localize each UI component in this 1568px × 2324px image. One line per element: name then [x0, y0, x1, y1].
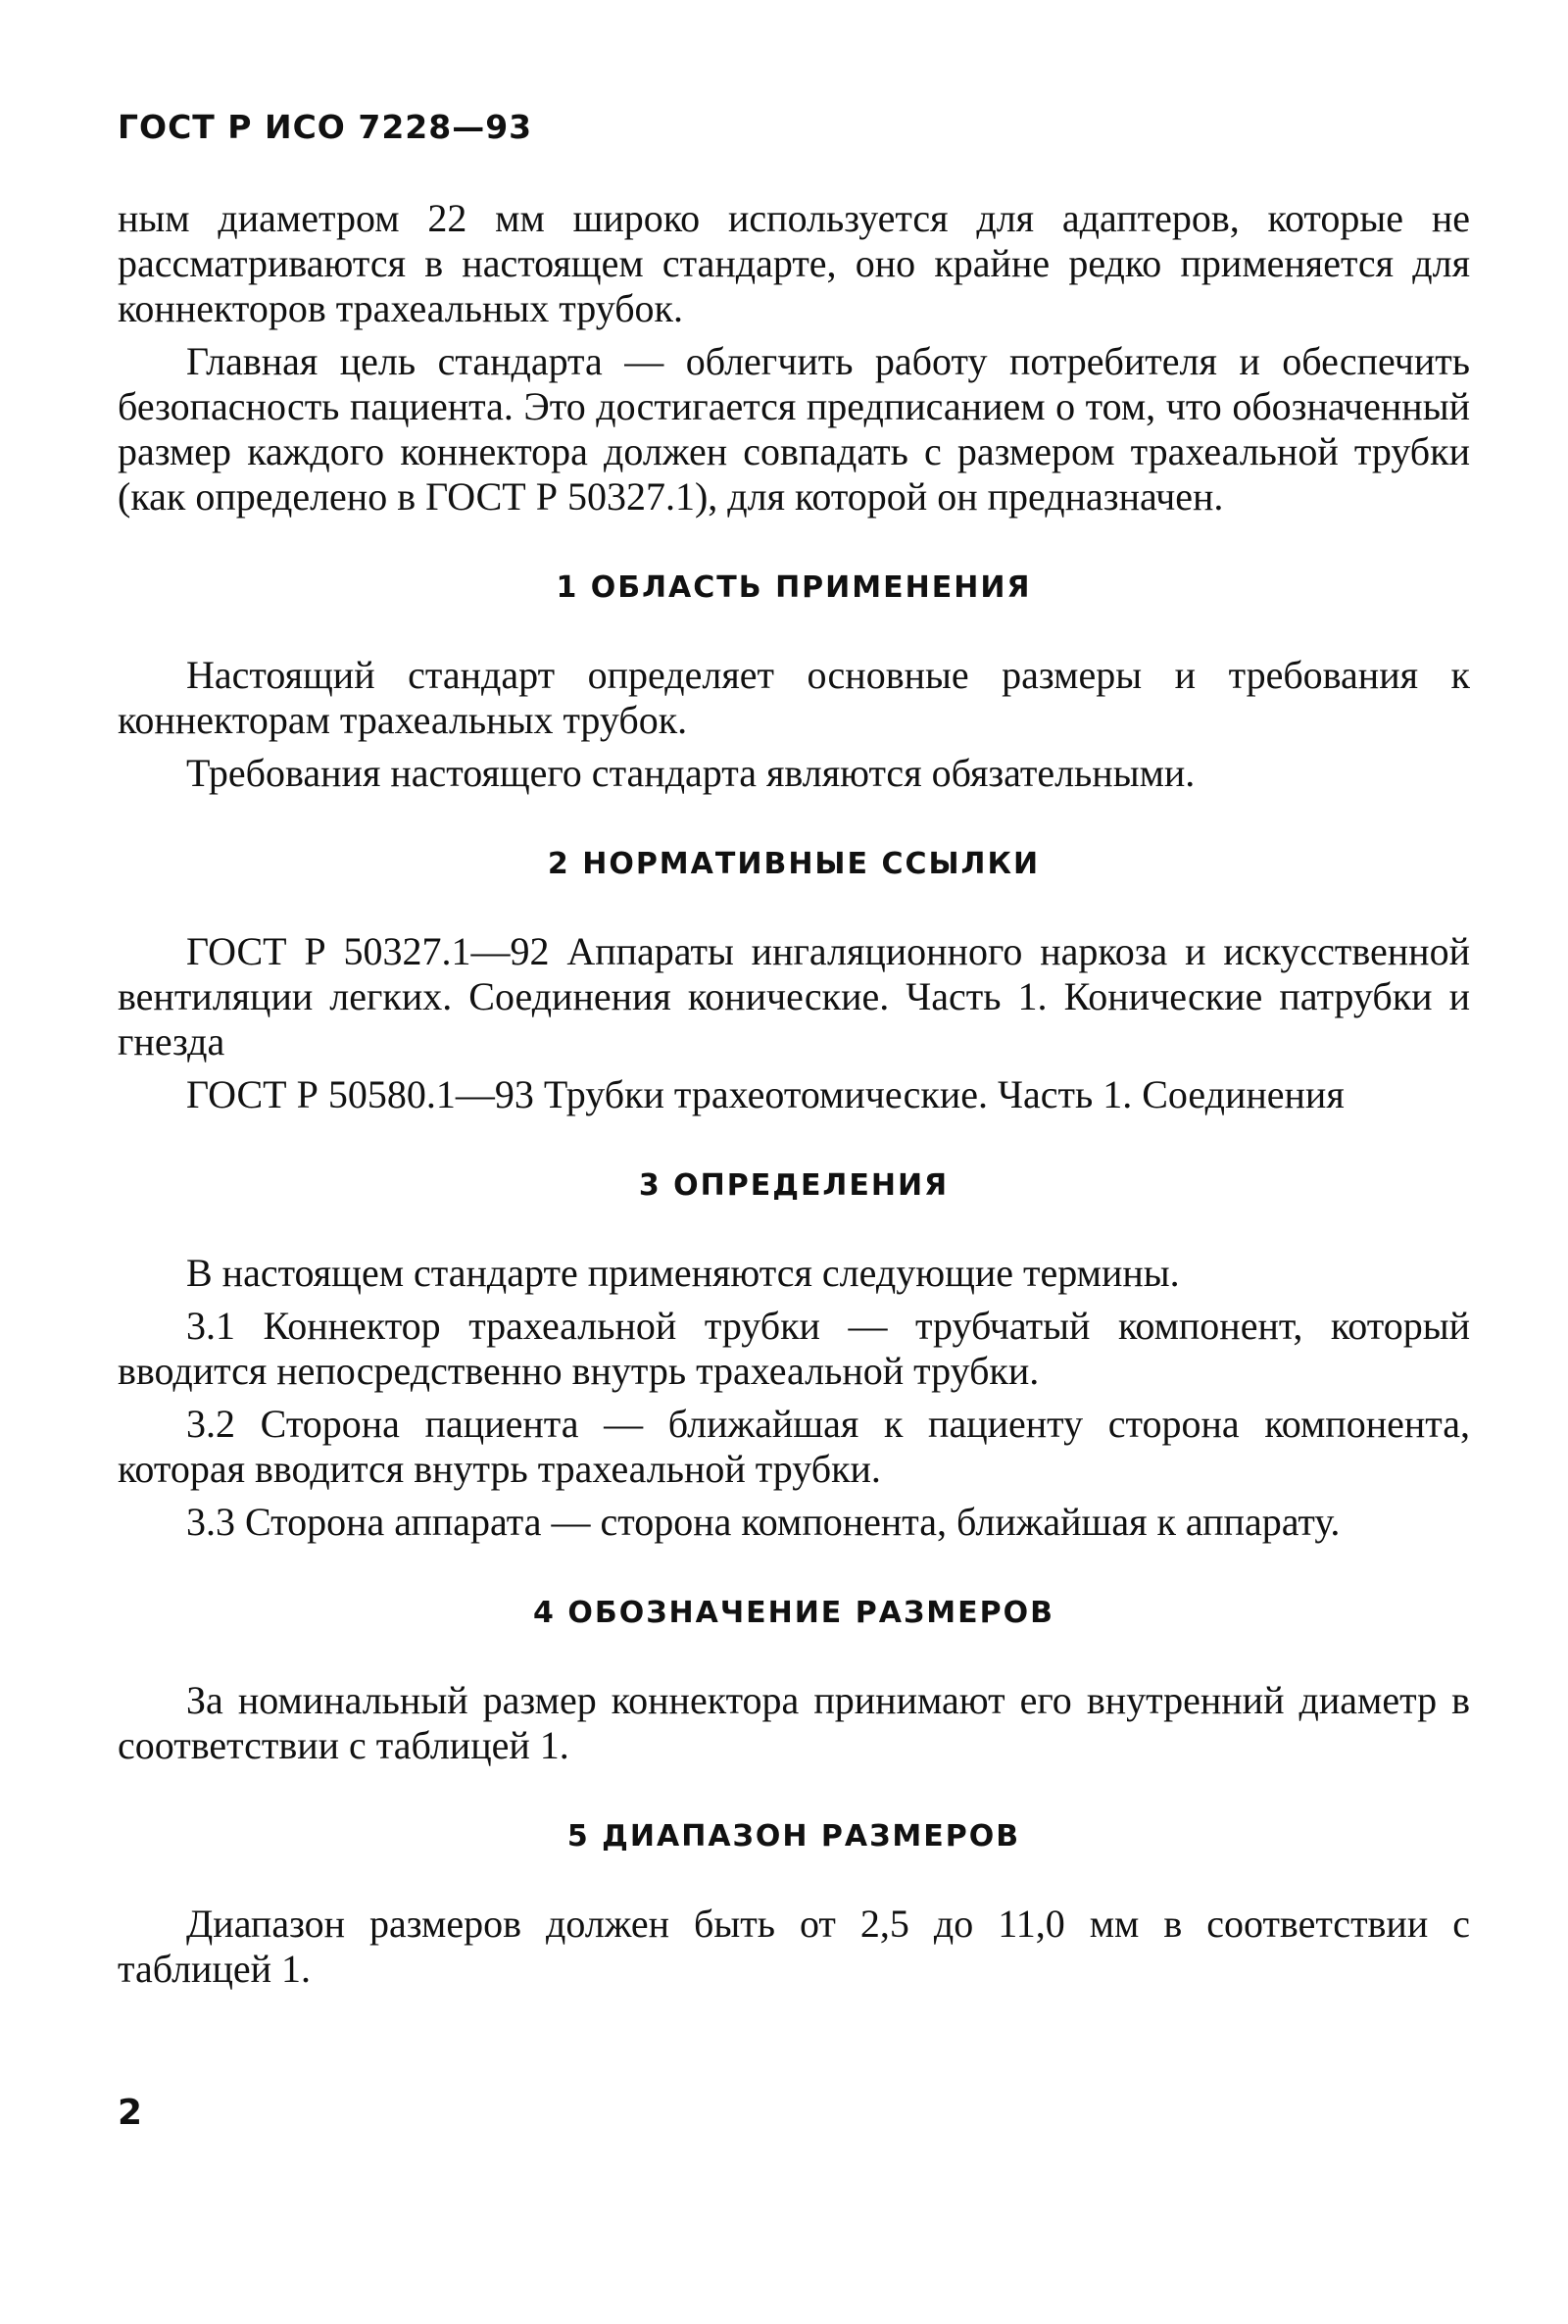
- definition-3-1: 3.1 Коннектор трахеальной трубки — трубчатый компонент, который вводится непосредственно внутрь трахеальной трубки.: [118, 1304, 1470, 1393]
- section-title-scope: 1 ОБЛАСТЬ ПРИМЕНЕНИЯ: [556, 570, 1032, 605]
- section-size-designation: [118, 1596, 1470, 1768]
- definition-3-3: 3.3 Сторона аппарата — сторона компонента, ближайшая к аппарату.: [186, 1500, 1341, 1544]
- page-number: 2: [118, 2093, 143, 2133]
- document-page: [118, 0, 1470, 2324]
- section-definitions: [118, 1168, 1470, 1545]
- section-size-range: [118, 1819, 1470, 1992]
- section-scope: [118, 570, 1470, 796]
- definitions-intro: В настоящем стандарте применяются следующие термины.: [186, 1251, 1180, 1295]
- section-normative-references: [118, 847, 1470, 1117]
- section-title-size-range: 5 ДИАПАЗОН РАЗМЕРОВ: [566, 1819, 1021, 1854]
- section-scope-paragraph-2: Требования настоящего стандарта являются обязательными.: [186, 751, 1196, 795]
- intro-paragraph-1: ным диаметром 22 мм широко используется для адаптеров, которые не рассматриваются в настоящем стандарте, оно крайне редко применяется для коннекторов трахеальных трубок.: [118, 196, 1470, 330]
- intro-paragraph-2: Главная цель стандарта — облегчить работу потребителя и обеспечить безопасность пациента. Это достигается предписанием о том, что обозначенный размер каждого коннектора должен совпадать с размером трахеальной трубки (как определено в ГОСТ Р 50327.1), для которой он предназначен.: [118, 339, 1470, 519]
- size-designation-paragraph: За номинальный размер коннектора принимают его внутренний диаметр в соответствии с таблицей 1.: [118, 1678, 1470, 1767]
- reference-gost-50327: ГОСТ Р 50327.1—92 Аппараты ингаляционного наркоза и искусственной вентиляции легких. Соединения конические. Часть 1. Конические патрубки и гнезда: [118, 929, 1470, 1063]
- document-body: [118, 196, 1470, 1992]
- section-title-normative-references: 2 НОРМАТИВНЫЕ ССЫЛКИ: [547, 847, 1041, 881]
- reference-gost-50580: ГОСТ Р 50580.1—93 Трубки трахеотомические. Часть 1. Соединения: [186, 1072, 1345, 1116]
- document-code-header: ГОСТ Р ИСО 7228—93: [118, 108, 533, 146]
- size-range-paragraph: Диапазон размеров должен быть от 2,5 до 11,0 мм в соответствии с таблицей 1.: [118, 1902, 1470, 1991]
- definition-3-2: 3.2 Сторона пациента — ближайшая к пациенту сторона компонента, которая вводится внутрь трахеальной трубки.: [118, 1402, 1470, 1491]
- section-scope-paragraph-1: Настоящий стандарт определяет основные размеры и требования к коннекторам трахеальных трубок.: [118, 653, 1470, 742]
- section-title-size-designation: 4 ОБОЗНАЧЕНИЕ РАЗМЕРОВ: [533, 1596, 1054, 1630]
- section-title-definitions: 3 ОПРЕДЕЛЕНИЯ: [638, 1168, 950, 1203]
